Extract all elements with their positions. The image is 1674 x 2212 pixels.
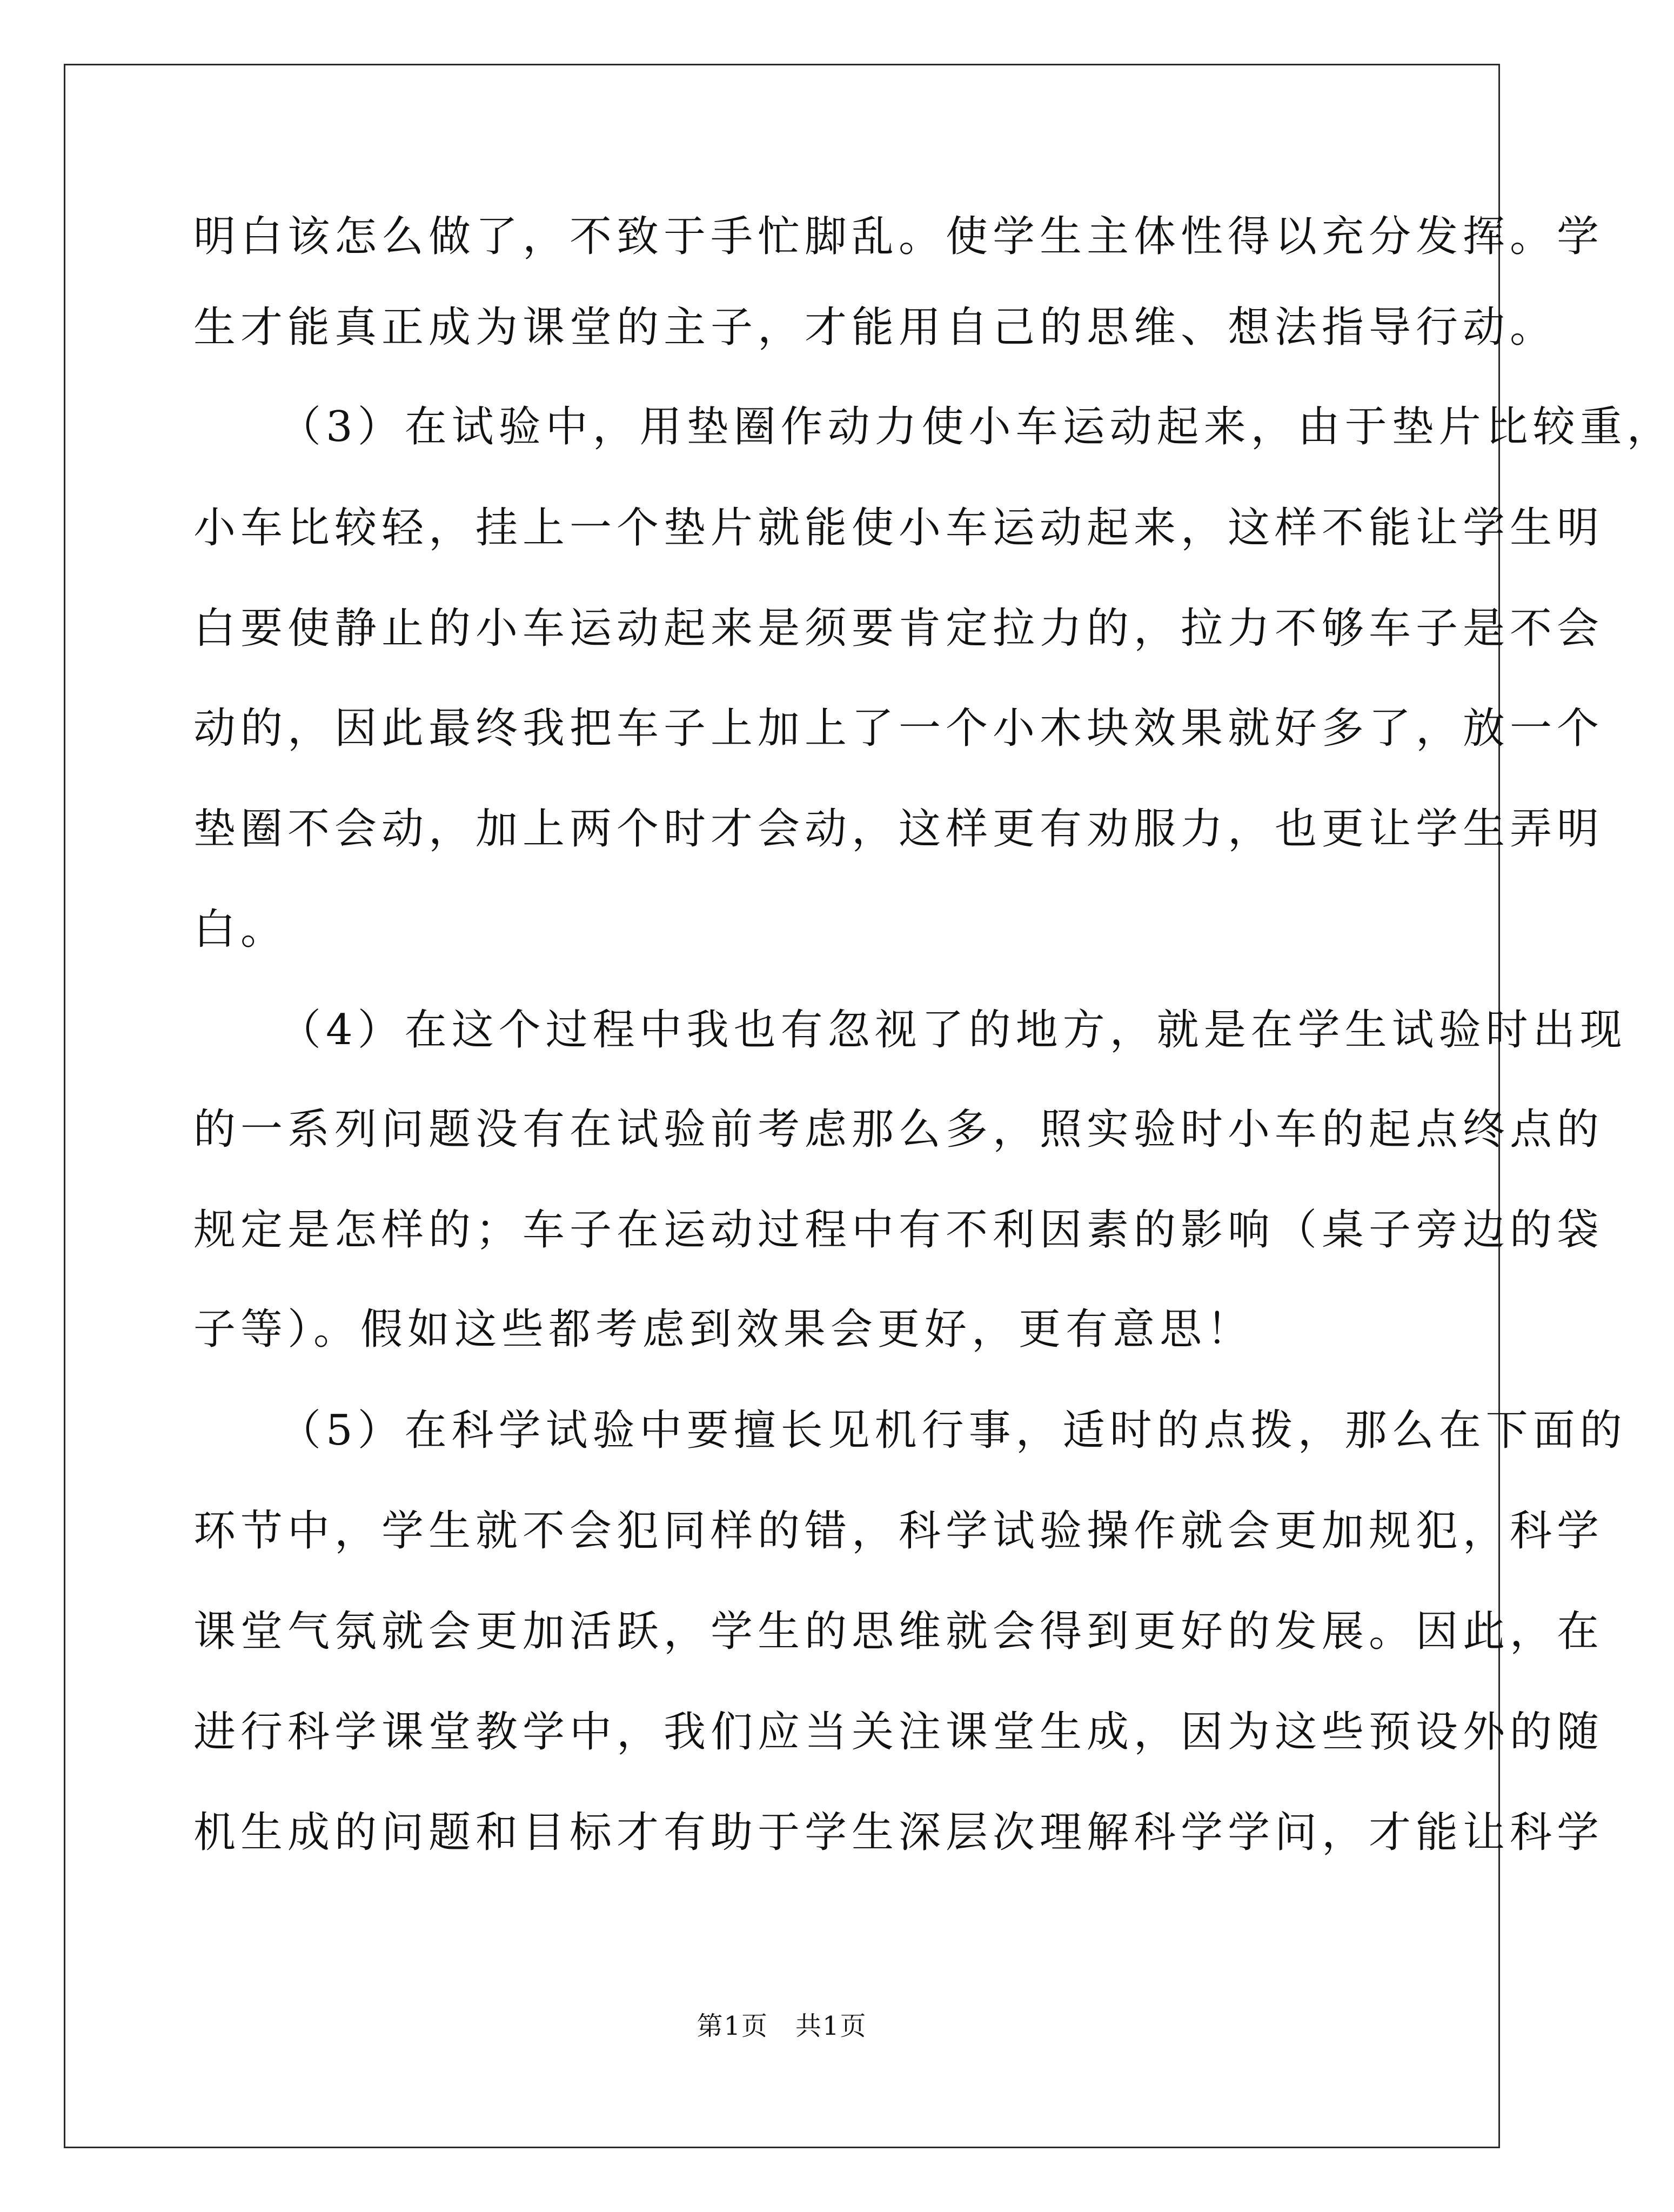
paragraph-line: （3）在试验中，用垫圈作动力使小车运动起来，由于垫片比较重， (279, 403, 1674, 451)
paragraph-line: （5）在科学试验中要擅长见机行事，适时的点拨，那么在下面的 (279, 1406, 1627, 1455)
page-number-footer: 第1页 共1页 (697, 2011, 867, 2041)
paragraph-line: 机生成的问题和目标才有助于学生深层次理解科学学问，才能让科学 (193, 1808, 1604, 1857)
paragraph-line: 子等）。假如这些都考虑到效果会更好，更有意思！ (193, 1305, 1254, 1354)
paragraph-line: 进行科学课堂教学中，我们应当关注课堂生成，因为这些预设外的随 (193, 1708, 1604, 1756)
paragraph-line: 白要使静止的小车运动起来是须要肯定拉力的，拉力不够车子是不会 (193, 604, 1604, 653)
paragraph-line: 规定是怎样的；车子在运动过程中有不利因素的影响（桌子旁边的袋 (193, 1206, 1604, 1254)
paragraph-line: 白。 (193, 905, 288, 954)
paragraph-line: 动的，因此最终我把车子上加上了一个小木块效果就好多了，放一个 (193, 704, 1604, 753)
paragraph-line: 小车比较轻，挂上一个垫片就能使小车运动起来，这样不能让学生明 (193, 504, 1604, 552)
paragraph-line: （4）在这个过程中我也有忽视了的地方，就是在学生试验时出现 (279, 1006, 1627, 1054)
paragraph-line: 的一系列问题没有在试验前考虑那么多，照实验时小车的起点终点的 (193, 1105, 1604, 1154)
paragraph-line: 垫圈不会动，加上两个时才会动，这样更有劝服力，也更让学生弄明 (193, 805, 1604, 853)
paragraph-line: 课堂气氛就会更加活跃，学生的思维就会得到更好的发展。因此，在 (193, 1607, 1604, 1656)
paragraph-line: 明白该怎么做了，不致于手忙脚乱。使学生主体性得以充分发挥。学 (193, 212, 1604, 261)
paragraph-line: 环节中，学生就不会犯同样的错，科学试验操作就会更加规犯，科学 (193, 1507, 1604, 1555)
paragraph-line: 生才能真正成为课堂的主子，才能用自己的思维、想法指导行动。 (193, 303, 1557, 352)
